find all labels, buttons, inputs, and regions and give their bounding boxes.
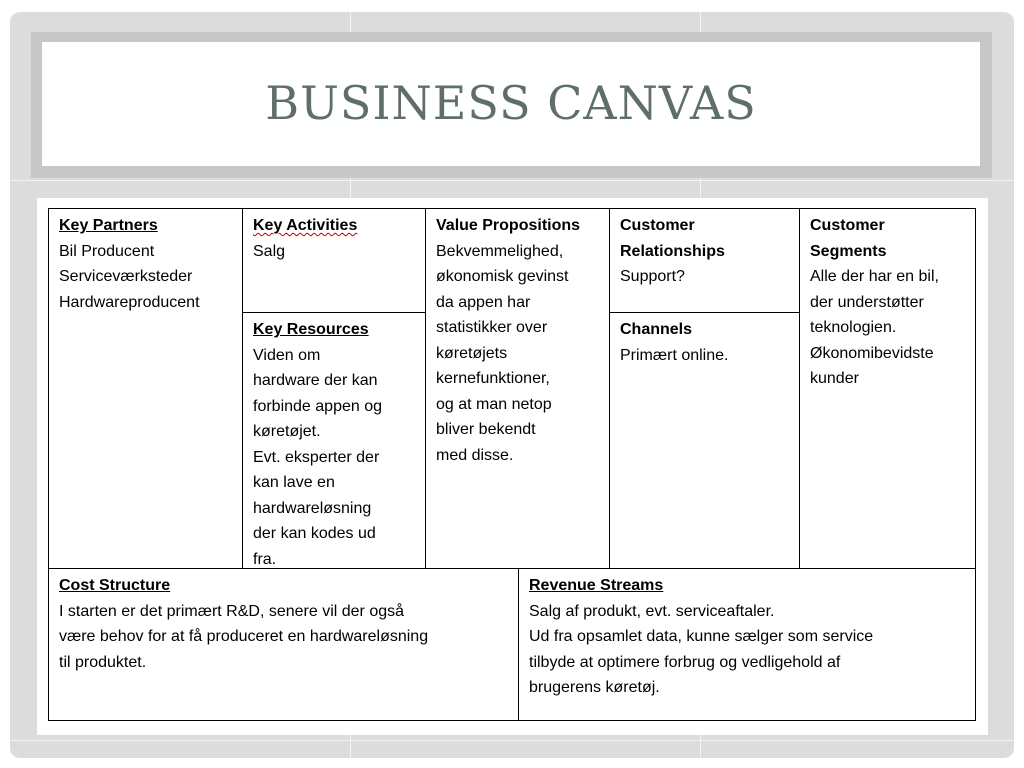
customer-segments-heading: Customer <box>810 217 885 234</box>
value-propositions-line: og at man netop <box>436 395 552 413</box>
business-model-canvas <box>48 208 976 721</box>
key-resources-line: fra. <box>253 550 277 568</box>
value-propositions-line: statistikker over <box>436 319 548 336</box>
revenue-streams-line: tilbyde at optimere forbrug og vedligehold af <box>529 653 841 671</box>
value-propositions-line: da appen har <box>436 293 531 311</box>
value-propositions-line: med disse. <box>436 446 514 464</box>
grid-line <box>10 740 1014 741</box>
customer-relationships-cell <box>610 209 799 312</box>
key-partners-line: Hardwareproducent <box>59 293 200 311</box>
customer-segments-line: teknologien. <box>810 319 897 336</box>
cost-structure-line: til produktet. <box>59 653 147 671</box>
cost-structure-cell <box>49 569 518 720</box>
revenue-streams-line: Salg af produkt, evt. serviceaftaler. <box>529 602 775 620</box>
revenue-streams-line: brugerens køretøj. <box>529 679 660 696</box>
value-propositions-line: Bekvemmelighed, <box>436 242 564 260</box>
key-partners-line: Bil Producent <box>59 242 155 260</box>
revenue-streams-cell <box>519 569 975 720</box>
channels-heading: Channels <box>620 321 693 338</box>
key-resources-line: Evt. eksperter der <box>253 448 380 466</box>
cost-structure-line: være behov for at få produceret en hardwareløsning <box>59 628 429 645</box>
customer-segments-line: Alle der har en bil, <box>810 268 939 285</box>
key-activities-cell <box>243 209 425 312</box>
key-activities-line: Salg <box>253 242 286 260</box>
value-propositions-heading: Value Propositions <box>436 217 581 234</box>
key-resources-line: køretøjet. <box>253 423 321 440</box>
key-resources-line: hardwareløsning <box>253 499 372 517</box>
revenue-streams-heading: Revenue Streams <box>529 577 664 594</box>
customer-segments-line: der understøtter <box>810 293 924 311</box>
customer-relationships-heading: Relationships <box>620 242 725 260</box>
grid-line <box>10 180 1014 181</box>
key-resources-heading: Key Resources <box>253 321 369 338</box>
cost-structure-line: I starten er det primært R&D, senere vil der også <box>59 602 405 620</box>
cost-structure-heading: Cost Structure <box>59 577 171 594</box>
key-partners-heading: Key Partners <box>59 217 158 234</box>
key-resources-line: Viden om <box>253 346 321 364</box>
customer-relationships-line: Support? <box>620 268 685 285</box>
value-propositions-line: økonomisk gevinst <box>436 268 569 285</box>
revenue-streams-line: Ud fra opsamlet data, kunne sælger som service <box>529 628 874 645</box>
customer-segments-line: kunder <box>810 370 859 387</box>
key-partners-cell <box>49 209 242 568</box>
slide-title: BUSINESS CANVAS <box>265 76 757 130</box>
key-resources-line: hardware der kan <box>253 372 378 389</box>
customer-segments-line: Økonomibevidste <box>810 344 934 362</box>
channels-line: Primært online. <box>620 346 729 364</box>
customer-segments-cell <box>800 209 975 568</box>
customer-segments-heading: Segments <box>810 242 887 260</box>
value-propositions-line: bliver bekendt <box>436 421 536 438</box>
key-partners-line: Serviceværksteder <box>59 268 193 285</box>
value-propositions-line: kernefunktioner, <box>436 370 550 387</box>
value-propositions-line: køretøjets <box>436 344 508 362</box>
key-resources-line: forbinde appen og <box>253 397 382 415</box>
value-propositions-cell <box>426 209 609 568</box>
customer-relationships-heading: Customer <box>620 217 695 234</box>
channels-cell <box>610 313 799 568</box>
key-resources-line: kan lave en <box>253 474 335 491</box>
key-activities-heading: Key Activities <box>253 217 358 234</box>
key-resources-line: der kan kodes ud <box>253 525 376 542</box>
title-area <box>42 42 980 166</box>
key-resources-cell <box>243 313 425 568</box>
